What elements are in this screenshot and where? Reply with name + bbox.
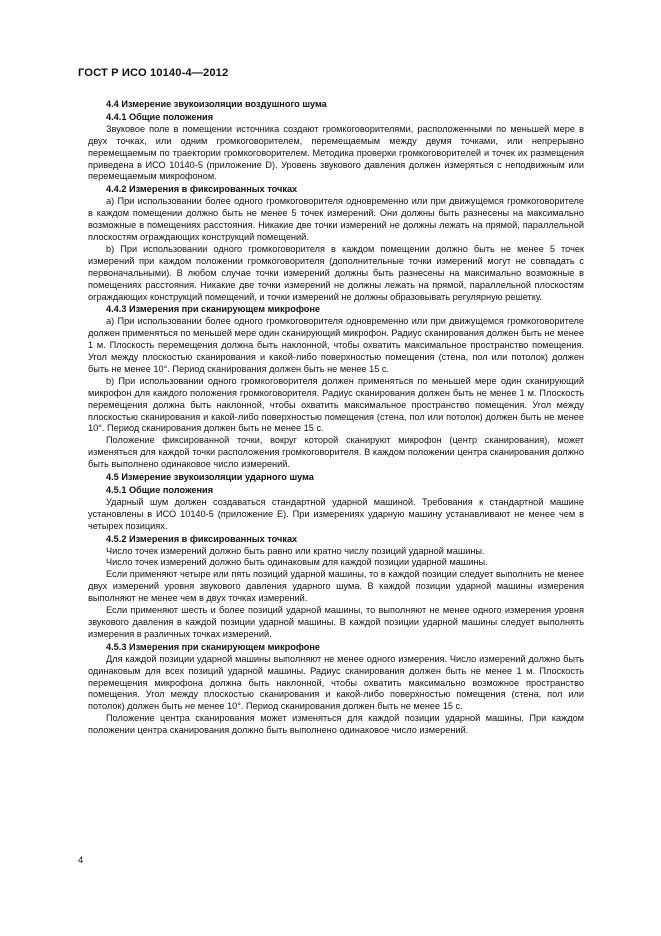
body-paragraph: b) При использовании одного громкоговорителя в каждом помещении должно быть не менее 5 точек измерений при каждом положении громкоговорителя (дополнительные точки измерений могут не совпадать с первоначальными). В любом случае точки измерений должны быть разнесены на максимально возможные в помещениях расстояния. Никакие две точки измерений не должны лежать на прямой, параллельной плоскостям ограждающих конструкций помещений, и точки измерений не должны образовывать регулярную решетку. — [88, 243, 584, 302]
body-paragraph: Число точек измерений должно быть равно или кратно числу позиций ударной машины. — [106, 545, 485, 556]
body-paragraph: Если применяют четыре или пять позиций ударной машины, то в каждой позиции следует выполнить не менее двух измерений уровня звукового давления ударного шума. В каждой позиции ударной машины измерения выполняют не менее чем в двух точках измерений. — [88, 569, 584, 604]
body-paragraph: а) При использовании более одного громкоговорителя одновременно или при движущемся громкоговорителе в каждом помещении должно быть не менее 5 точек измерений. Они должны быть разнесены на максимально возможные в помещениях расстояния. Никакие две точки измерений не должны лежать на прямой, параллельной плоскостям ограждающих конструкций помещений. — [88, 196, 584, 242]
body-paragraph: Если применяют шесть и более позиций ударной машины, то выполняют не менее одного измерения уровня звукового давления в каждой позиции ударной машины. В каждой позиции ударной машины следует выполнять измерения в различных точках измерений. — [88, 605, 584, 639]
section-heading: 4.4.1 Общие положения — [106, 111, 214, 122]
section-heading: 4.5.1 Общие положения — [106, 485, 214, 495]
body-paragraph: Звуковое поле в помещении источника создают громкоговорителями, расположенными по меньшей мере в двух точках, или одним громкоговорителем, перемещаемым между двумя точками, или непрерывно перемещаемым по траектории громкоговорителем. Методика проверки громкоговорителей и точек их размещения приведена в ИСО 10140-5 (приложение D). Уровень звукового давления должен измеряться с неподвижным или перемещаемым микрофоном. — [88, 123, 584, 182]
section-heading: 4.5.2 Измерения в фиксированных точках — [106, 533, 298, 544]
page-number: 4 — [78, 855, 84, 866]
section-heading: 4.5 Измерение звукоизоляции ударного шума — [106, 472, 314, 483]
section-heading: 4.5.3 Измерения при сканирующем микрофоне — [106, 641, 321, 652]
body-paragraph: Положение фиксированной точки, вокруг которой сканируют микрофон (центр сканирования), может изменяться для каждой точки расположения громкоговорителя. В каждом положении центра сканирования должно быть выполнено одинаковое число измерений. — [88, 435, 584, 470]
body-paragraph: Для каждой позиции ударной машины выполняют не менее одного измерения. Число измерений должно быть одинаковым для всех позиций ударной машины. Радиус сканирования должен быть не менее 1 м. Плоскость перемещения микрофона должна быть наклонной, чтобы охватить максимально возможное пространство помещения. Угол между плоскостью сканирования и какой-либо поверхностью помещения (стена, пол или потолок) должен быть не менее 10°. Период сканирования должен быть не менее 15 с. — [88, 653, 584, 712]
document-header: ГОСТ Р ИСО 10140-4—2012 — [78, 67, 229, 79]
body-paragraph: Ударный шум должен создаваться стандартной ударной машиной. Требования к стандартной машине установлены в ИСО 10140-5 (приложение Е). При измерениях ударную машину устанавливают не менее чем в четырех позициях. — [88, 496, 584, 531]
body-paragraph: Число точек измерений должно быть одинаковым для каждой позиции ударной машины. — [106, 557, 488, 568]
body-paragraph: Положение центра сканирования может изменяться для каждой позиции ударной машины. При каждом положении центра сканирования должно быть выполнено одинаковое число измерений. — [88, 713, 584, 736]
body-paragraph: а) При использовании более одного громкоговорителя одновременно или при движущемся громкоговорителе должен применяться по меньшей мере один сканирующий микрофон. Радиус сканирования должен быть не менее 1 м. Плоскость перемещения должна быть наклонной, чтобы охватить максимальное пространство помещения. Угол между плоскостью сканирования и какой-либо поверхностью помещения (стена, пол или потолок) должен быть не менее 10°. Период сканирования должен быть не менее 15 с. — [88, 316, 584, 374]
section-heading: 4.4.3 Измерения при сканирующем микрофоне — [106, 304, 321, 315]
body-paragraph: b) При использовании одного громкоговорителя должен применяться по меньшей мере один сканирующий микрофон для каждого положения громкоговорителя. Радиус сканирования должен быть не менее 1 м. Плоскость перемещения должна быть наклонной, чтобы охватить максимальное пространство помещения. Угол между плоскостью сканирования и какой-либо поверхностью помещения (стена, пол или потолок) должен быть не менее 10°. Период сканирования должен быть не менее 15 с. — [88, 375, 584, 434]
section-heading: 4.4.2 Измерения в фиксированных точках — [106, 184, 298, 195]
document-body — [88, 98, 584, 737]
section-heading: 4.4 Измерение звукоизоляции воздушного шума — [106, 99, 327, 109]
